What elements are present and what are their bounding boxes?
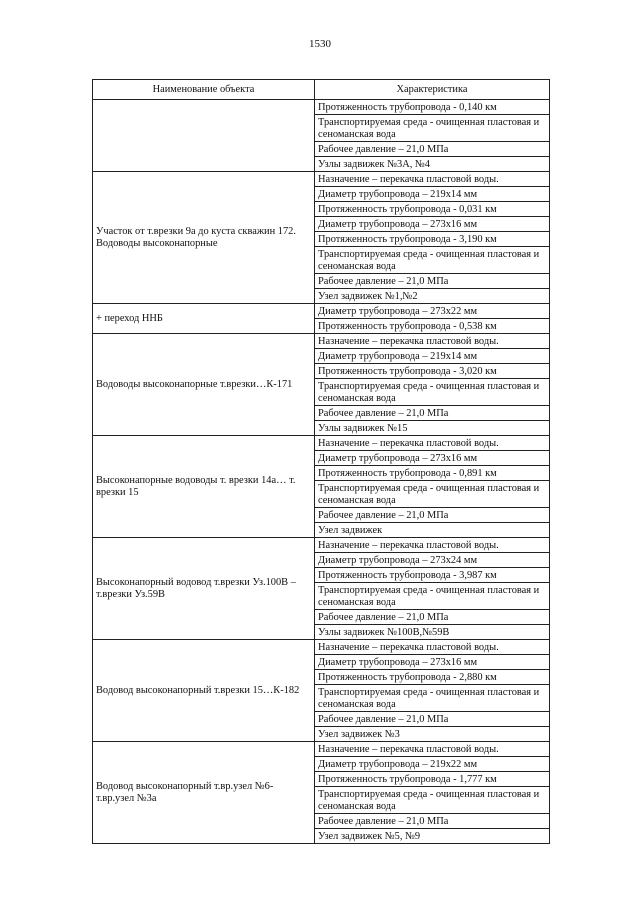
characteristic-cell: Транспортируемая среда - очищенная пластовая и сеноманская вода	[315, 787, 550, 814]
characteristic-cell: Диаметр трубопровода – 273х22 мм	[315, 304, 550, 319]
characteristic-cell: Протяженность трубопровода - 3,987 км	[315, 568, 550, 583]
objects-table	[92, 79, 550, 844]
characteristic-cell: Диаметр трубопровода – 273х24 мм	[315, 553, 550, 568]
table-row	[93, 436, 550, 451]
characteristic-cell: Узел задвижек	[315, 523, 550, 538]
object-name-cell: + переход ННБ	[93, 304, 315, 334]
characteristic-cell: Протяженность трубопровода - 1,777 км	[315, 772, 550, 787]
characteristic-cell: Назначение – перекачка пластовой воды.	[315, 436, 550, 451]
table-row	[93, 172, 550, 187]
table-row	[93, 640, 550, 655]
page-number: 1530	[309, 38, 331, 50]
characteristic-cell: Протяженность трубопровода - 0,538 км	[315, 319, 550, 334]
characteristic-cell: Транспортируемая среда - очищенная пластовая и сеноманская вода	[315, 685, 550, 712]
characteristic-cell: Рабочее давление – 21,0 МПа	[315, 712, 550, 727]
table-row	[93, 304, 550, 319]
table-header-row	[93, 80, 550, 100]
characteristic-cell: Рабочее давление – 21,0 МПа	[315, 274, 550, 289]
characteristic-cell: Транспортируемая среда - очищенная пластовая и сеноманская вода	[315, 379, 550, 406]
characteristic-cell: Назначение – перекачка пластовой воды.	[315, 742, 550, 757]
characteristic-cell: Протяженность трубопровода - 2,880 км	[315, 670, 550, 685]
characteristic-cell: Рабочее давление – 21,0 МПа	[315, 508, 550, 523]
characteristic-cell: Транспортируемая среда - очищенная пластовая и сеноманская вода	[315, 481, 550, 508]
object-name-cell: Участок от т.врезки 9а до куста скважин 172. Водоводы высоконапорные	[93, 172, 315, 304]
table-body	[93, 100, 550, 844]
table-row	[93, 100, 550, 115]
characteristic-cell: Узлы задвижек №100В,№59В	[315, 625, 550, 640]
table-row	[93, 538, 550, 553]
characteristic-cell: Узел задвижек №1,№2	[315, 289, 550, 304]
characteristic-cell: Узел задвижек №5, №9	[315, 829, 550, 844]
characteristic-cell: Назначение – перекачка пластовой воды.	[315, 334, 550, 349]
characteristic-cell: Рабочее давление – 21,0 МПа	[315, 142, 550, 157]
header-characteristic: Характеристика	[315, 80, 550, 100]
characteristic-cell: Протяженность трубопровода - 3,190 км	[315, 232, 550, 247]
characteristic-cell: Узлы задвижек №3А, №4	[315, 157, 550, 172]
table-row	[93, 742, 550, 757]
object-name-cell: Водовод высоконапорный т.врезки 15…К-182	[93, 640, 315, 742]
object-name-cell: Водовод высоконапорный т.вр.узел №6-т.вр.узел №3а	[93, 742, 315, 844]
characteristic-cell: Диаметр трубопровода – 219х14 мм	[315, 349, 550, 364]
characteristic-cell: Диаметр трубопровода – 273х16 мм	[315, 217, 550, 232]
characteristic-cell: Протяженность трубопровода - 0,140 км	[315, 100, 550, 115]
header-object-name: Наименование объекта	[93, 80, 315, 100]
characteristic-cell: Протяженность трубопровода - 0,031 км	[315, 202, 550, 217]
characteristic-cell: Диаметр трубопровода – 273х16 мм	[315, 451, 550, 466]
object-name-cell: Водоводы высоконапорные т.врезки…К-171	[93, 334, 315, 436]
characteristic-cell: Рабочее давление – 21,0 МПа	[315, 406, 550, 421]
characteristic-cell: Транспортируемая среда - очищенная пластовая и сеноманская вода	[315, 247, 550, 274]
characteristic-cell: Узел задвижек №3	[315, 727, 550, 742]
characteristic-cell: Диаметр трубопровода – 219х14 мм	[315, 187, 550, 202]
characteristic-cell: Рабочее давление – 21,0 МПа	[315, 610, 550, 625]
characteristic-cell: Транспортируемая среда - очищенная пластовая и сеноманская вода	[315, 115, 550, 142]
characteristic-cell: Назначение – перекачка пластовой воды.	[315, 538, 550, 553]
characteristic-cell: Назначение – перекачка пластовой воды.	[315, 640, 550, 655]
characteristic-cell: Диаметр трубопровода – 219х22 мм	[315, 757, 550, 772]
table-row	[93, 334, 550, 349]
characteristic-cell: Протяженность трубопровода - 0,891 км	[315, 466, 550, 481]
characteristic-cell: Назначение – перекачка пластовой воды.	[315, 172, 550, 187]
characteristic-cell: Узлы задвижек №15	[315, 421, 550, 436]
characteristic-cell: Рабочее давление – 21,0 МПа	[315, 814, 550, 829]
object-name-cell	[93, 100, 315, 172]
object-name-cell: Высоконапорные водоводы т. врезки 14а… т. врезки 15	[93, 436, 315, 538]
characteristic-cell: Протяженность трубопровода - 3,020 км	[315, 364, 550, 379]
characteristic-cell: Диаметр трубопровода – 273х16 мм	[315, 655, 550, 670]
object-name-cell: Высоконапорный водовод т.врезки Уз.100В – т.врезки Уз.59В	[93, 538, 315, 640]
characteristic-cell: Транспортируемая среда - очищенная пластовая и сеноманская вода	[315, 583, 550, 610]
